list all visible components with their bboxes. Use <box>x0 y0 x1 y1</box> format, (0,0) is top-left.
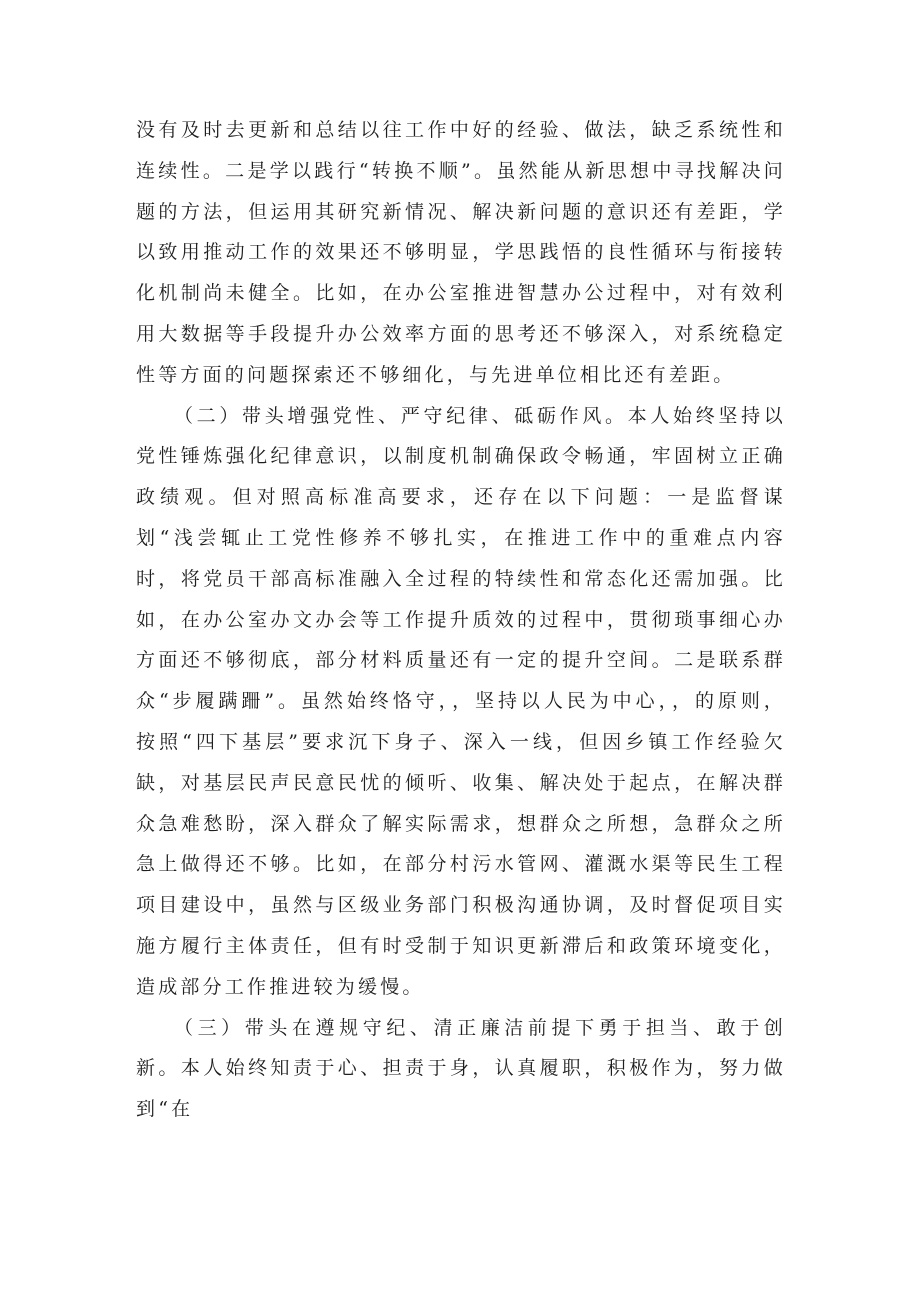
paragraph-continuation: 没有及时去更新和总结以往工作中好的经验、做法，缺乏系统性和连续性。二是学以践行“转换不顺”。虽然能从新思想中寻找解决问题的方法，但运用其研究新情况、解决新问题的意识还有差距，学以致用推动工作的效果还不够明显，学思践悟的良性循环与衔接转化机制尚未健全。比如，在办公室推进智慧办公过程中，对有效利用大数据等手段提升办公效率方面的思考还不够深入，对系统稳定性等方面的问题探索还不够细化，与先进单位相比还有差距。 <box>136 119 786 386</box>
document-body <box>136 110 786 1130</box>
paragraph-section-two: （二）带头增强党性、严守纪律、砥砺作风。本人始终坚持以党性锤炼强化纪律意识，以制度机制确保政令畅通，牢固树立正确政绩观。但对照高标准高要求，还存在以下问题：一是监督谋划“浅尝辄止工党性修养不够扎实，在推进工作中的重难点内容时，将党员干部高标准融入全过程的特续性和常态化还需加强。比如，在办公室办文办会等工作提升质效的过程中，贯彻琐事细心办方面还不够彻底，部分材料质量还有一定的提升空间。二是联系群众“步履蹒跚”。虽然始终恪守，，坚持以人民为中心，，的原则，按照“四下基层”要求沉下身子、深入一线，但因乡镇工作经验欠缺，对基层民声民意民忧的倾听、收集、解决处于起点，在解决群众急难愁盼，深入群众了解实际需求，想群众之所想，急群众之所急上做得还不够。比如，在部分村污水管网、灌溉水渠等民生工程项目建设中，虽然与区级业务部门积极沟通协调，及时督促项目实施方履行主体责任，但有时受制于知识更新滞后和政策环境变化，造成部分工作推进较为缓慢。 <box>136 404 786 998</box>
paragraph-section-three: （三）带头在遵规守纪、清正廉洁前提下勇于担当、敢于创新。本人始终知责于心、担责于身，认真履职，积极作为，努力做到“在 <box>136 1016 786 1121</box>
